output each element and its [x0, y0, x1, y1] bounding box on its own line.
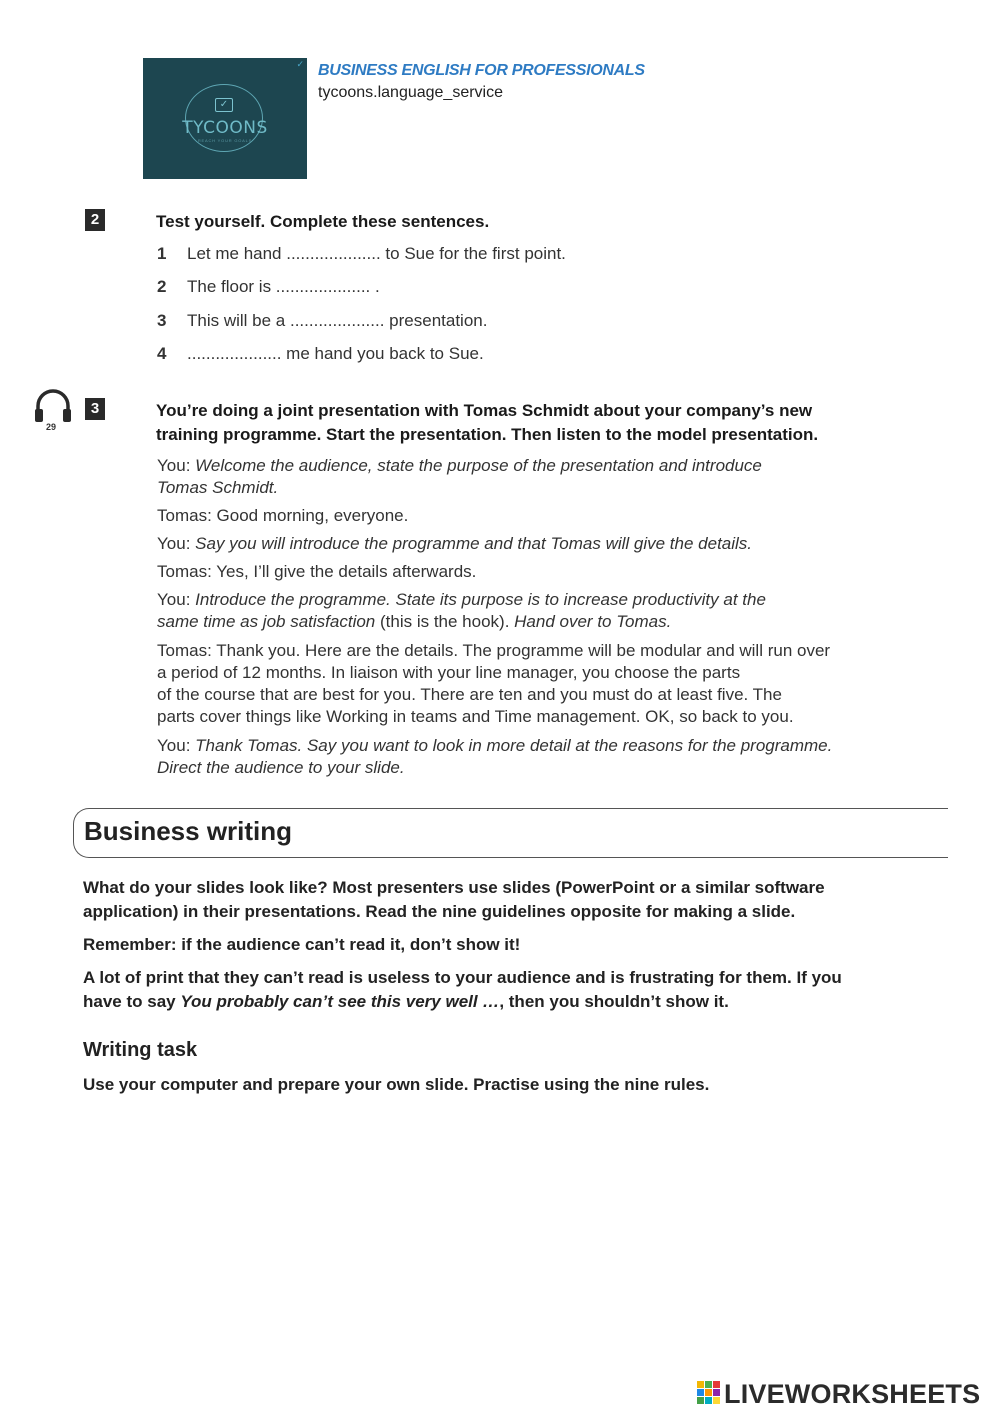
- paragraph-text: have to say: [83, 992, 181, 1011]
- intro-paragraph: [83, 876, 825, 924]
- advice-paragraph: [83, 966, 842, 1014]
- instruction-line: training programme. Start the presentation. Then listen to the model presentation.: [156, 425, 819, 444]
- liveworksheets-logo-icon: [697, 1381, 721, 1405]
- hook-note: (this is the hook).: [375, 612, 515, 631]
- brand-title: BUSINESS ENGLISH FOR PROFESSIONALS: [318, 62, 645, 79]
- liveworksheets-brand: LIVEWORKSHEETS: [724, 1379, 981, 1409]
- dialogue-tomas-1: Tomas: Good morning, everyone.: [157, 506, 409, 525]
- paragraph-line: A lot of print that they can’t read is useless to your audience and is frustrating for them. If you: [83, 968, 842, 987]
- prompt-text: Direct the audience to your slide.: [157, 758, 405, 777]
- list-item: [157, 344, 757, 368]
- prompt-text: Thank Tomas. Say you want to look in more detail at the reasons for the programme.: [195, 736, 833, 755]
- audio-track-number: 29: [46, 422, 57, 432]
- dialogue-line: Tomas: Thank you. Here are the details. The programme will be modular and will run over: [157, 641, 831, 660]
- reminder-paragraph: Remember: if the audience can’t read it, don’t show it!: [83, 935, 521, 954]
- dialogue-tomas-2: Tomas: Yes, I’ll give the details afterwards.: [157, 562, 477, 581]
- paragraph-line: application) in their presentations. Read the nine guidelines opposite for making a slide.: [83, 902, 796, 921]
- item-text: Let me hand .................... to Sue for the first point.: [187, 244, 566, 263]
- item-text: .................... me hand you back to Sue.: [187, 344, 484, 363]
- speaker-label: You:: [157, 736, 191, 755]
- brand-handle: tycoons.language_service: [318, 84, 504, 101]
- tycoons-logo: [143, 58, 307, 179]
- exercise-2-badge: 2: [85, 209, 105, 231]
- list-item: [157, 244, 757, 268]
- briefcase-check-icon: ✓: [215, 98, 233, 112]
- dialogue-you-1: [157, 455, 762, 499]
- list-item: [157, 311, 757, 335]
- item-number: 4: [157, 344, 167, 363]
- dialogue-tomas-3: [157, 640, 830, 728]
- prompt-text: Say you will introduce the programme and that Tomas will give the details.: [195, 534, 753, 553]
- dialogue-line: a period of 12 months. In liaison with your line manager, you choose the parts: [157, 663, 741, 682]
- prompt-text: Introduce the programme. State its purpose is to increase productivity at the: [195, 590, 766, 609]
- dialogue-line: of the course that are best for you. There are ten and you must do at least five. The: [157, 685, 782, 704]
- logo-text: TYCOONS: [182, 118, 268, 138]
- dialogue-line: parts cover things like Working in teams and Time management. OK, so back to you.: [157, 707, 794, 726]
- section-title: Business writing: [84, 816, 293, 846]
- exercise-3-badge: 3: [85, 398, 105, 420]
- dialogue-you-3: [157, 589, 766, 633]
- speaker-label: You:: [157, 590, 191, 609]
- writing-task-title: Writing task: [83, 1039, 198, 1061]
- writing-task-text: Use your computer and prepare your own slide. Practise using the nine rules.: [83, 1075, 710, 1094]
- prompt-text: Hand over to Tomas.: [514, 612, 672, 631]
- item-number: 2: [157, 277, 167, 296]
- dialogue-you-4: [157, 735, 832, 779]
- prompt-text: Tomas Schmidt.: [157, 478, 279, 497]
- exercise-3-instruction: [156, 399, 818, 447]
- item-number: 3: [157, 311, 167, 330]
- item-text: The floor is .................... .: [187, 277, 380, 296]
- headphones-icon: [33, 387, 73, 427]
- instruction-line: You’re doing a joint presentation with Tomas Schmidt about your company’s new: [156, 401, 813, 420]
- item-text: This will be a .................... presentation.: [187, 311, 488, 330]
- prompt-text: Welcome the audience, state the purpose of the presentation and introduce: [195, 456, 762, 475]
- prompt-text: same time as job satisfaction: [157, 612, 376, 631]
- paragraph-line: What do your slides look like? Most presenters use slides (PowerPoint or a similar software: [83, 878, 825, 897]
- speaker-label: You:: [157, 456, 191, 475]
- quoted-phrase: You probably can’t see this very well …: [180, 992, 500, 1011]
- logo-corner-mark-icon: ✓: [296, 59, 304, 69]
- logo-tagline: REACH YOUR GOALS: [197, 138, 253, 143]
- item-number: 1: [157, 244, 167, 263]
- paragraph-text: , then you shouldn’t show it.: [499, 992, 729, 1011]
- exercise-2-instruction: Test yourself. Complete these sentences.: [156, 212, 490, 231]
- speaker-label: You:: [157, 534, 191, 553]
- dialogue-you-2: [157, 533, 752, 555]
- list-item: [157, 277, 757, 301]
